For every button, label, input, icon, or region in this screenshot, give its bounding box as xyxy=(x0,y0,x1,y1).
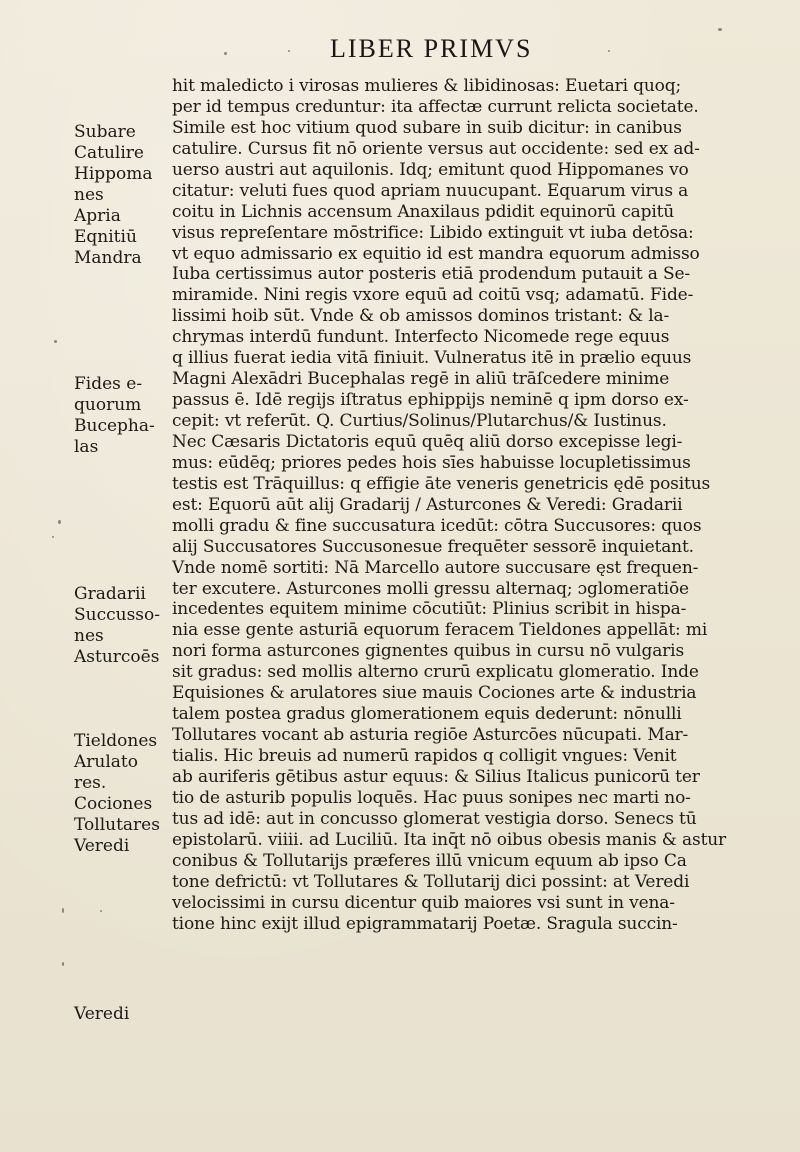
margin-note: Tieldones xyxy=(74,731,158,751)
text-line: epistolarū. viiii. ad Luciliū. Ita inq̄t nō oibus obesis manis & astur xyxy=(172,829,727,850)
text-line: chrymas interdū fundunt. Interfecto Nicomede rege equus xyxy=(172,327,670,348)
text-line: Simile est hoc vitium quod subare in suib dicitur: in canibus xyxy=(172,117,682,138)
margin-note: las xyxy=(74,437,99,457)
margin-notes xyxy=(0,0,170,1152)
text-line: Vnde nomē sortiti: Nā Marcello autore succusare ęst frequen- xyxy=(172,557,699,578)
text-line: conibus & Tollutarijs præferes illū vnicum equum ab ipso Ca xyxy=(172,850,687,871)
text-line: tone defrictū: vt Tollutares & Tollutarij dici possint: at Veredi xyxy=(172,871,690,892)
margin-note: Veredi xyxy=(74,836,130,856)
margin-note: Gradarii xyxy=(74,584,146,604)
margin-note: Hippoma xyxy=(74,164,153,184)
text-line: Magni Alexādri Bucephalas regē in aliū trāſcedere minime xyxy=(172,369,670,390)
margin-note: quorum xyxy=(74,395,142,415)
text-line: citatur: veluti fues quod apriam nuucupant. Equarum virus a xyxy=(172,180,689,201)
text-line: visus repreſentare mōstrifice: Libido extinguit vt iuba detōsa: xyxy=(172,222,694,243)
margin-note: Tollutares xyxy=(74,815,160,835)
text-line: uerso austri aut aquilonis. Idq; emitunt quod Hippomanes vo xyxy=(172,159,689,180)
text-line: passus ē. Idē regijs iſtratus ephippijs neminē q ipm dorso ex- xyxy=(172,390,689,411)
text-line: est: Equorū aūt alij Gradarij / Asturcones & Veredi: Gradarii xyxy=(172,494,683,515)
margin-note: Bucepha- xyxy=(74,416,155,436)
margin-note: Veredi xyxy=(74,1004,130,1024)
text-line: ab auriferis gētibus astur equus: & Silius Italicus punicorū ter xyxy=(172,766,700,787)
ink-speck xyxy=(224,52,227,55)
ink-speck xyxy=(54,340,57,343)
text-line: tialis. Hic breuis ad numerū rapidos q colligit vngues: Venit xyxy=(172,746,677,766)
text-line: tus ad idē: aut in concusso glomerat vestigia dorso. Senecs tū xyxy=(172,808,697,829)
text-line: nori forma asturcones gignentes quibus in cursu nō vulgaris xyxy=(172,641,685,662)
ink-speck xyxy=(288,50,290,52)
margin-note: Fides e- xyxy=(74,374,143,394)
text-line: catulire. Cursus fit nō oriente versus aut occidente: sed ex ad- xyxy=(172,138,700,159)
margin-note: Cociones xyxy=(74,794,153,814)
text-line: testis est Trāquillus: q effigie āte veneris genetricis ędē positus xyxy=(172,473,711,494)
text-line: coitu in Lichnis accensum Anaxilaus pdidit equinorū capitū xyxy=(172,201,675,222)
text-line: cepit: vt referūt. Q. Curtius/Solinus/Plutarchus/& Iustinus. xyxy=(172,411,667,431)
text-line: molli gradu & fine succusatura icedūt: cōtra Succusores: quos xyxy=(172,515,702,536)
text-line: alij Succusatores Succusonesue frequēter sessorē inquietant. xyxy=(172,536,694,557)
text-line: Equisiones & arulatores siue mauis Cociones arte & industria xyxy=(172,683,697,704)
ink-speck xyxy=(608,50,610,52)
text-line: mus: eūdēq; priores pedes hois sīes habuisse locupletissimus xyxy=(172,452,691,473)
text-line: velocissimi in cursu dicentur quib maiores vsi sunt in vena- xyxy=(172,892,675,913)
ink-speck xyxy=(718,28,722,31)
text-line: q illius fuerat iedia vitā finiuit. Vulneratus itē in prælio equus xyxy=(172,348,692,369)
text-line: incedentes equitem minime cōcutiūt: Plinius scribit in hispa- xyxy=(172,599,687,620)
text-line: Nec Cæsaris Dictatoris equū quēq aliū dorso excepisse legi- xyxy=(172,431,683,452)
text-line: lissimi hoib sūt. Vnde & ob amissos dominos tristant: & la- xyxy=(172,306,670,327)
margin-note: Asturcoēs xyxy=(74,647,160,667)
text-line: per id tempus creduntur: ita affectæ currunt relicta societate. xyxy=(172,96,699,117)
margin-note: Eqnitiū xyxy=(74,227,137,247)
text-line: tio de asturib populis loquēs. Hac puus sonipes nec marti no- xyxy=(172,787,691,808)
text-line: sit gradus: sed mollis alterno crurū explicatu glomeratio. Inde xyxy=(172,662,699,683)
margin-note: Mandra xyxy=(74,248,142,268)
text-line: talem postea gradus glomerationem equis dederunt: nōnulli xyxy=(172,704,682,725)
margin-note: Arulato xyxy=(74,752,138,772)
main-text-block xyxy=(172,76,792,934)
running-head: LIBER PRIMVS xyxy=(330,34,533,63)
margin-note: nes xyxy=(74,626,104,646)
margin-note: Succusso- xyxy=(74,605,161,625)
margin-note: Subare xyxy=(74,122,136,142)
ink-speck xyxy=(58,520,61,524)
text-line: Tollutares vocant ab asturia regiōe Asturcōes nūcupati. Mar- xyxy=(172,725,689,746)
text-line: Iuba certissimus autor posteris etiā prodendum putauit a Se- xyxy=(172,264,691,285)
text-line: hit maledicto i virosas mulieres & libidinosas: Euetari quoq; xyxy=(172,76,682,96)
margin-note: Apria xyxy=(74,206,121,226)
ink-speck xyxy=(62,962,64,966)
margin-note: nes xyxy=(74,185,104,205)
text-line: ter excutere. Asturcones molli gressu alternaq; ɔglomeratiōe xyxy=(172,578,689,599)
ink-speck xyxy=(100,910,102,912)
margin-note: Catulire xyxy=(74,143,144,163)
text-line: vt equo admissario ex equitio id est mandra equorum admisso xyxy=(172,243,700,264)
text-line: tione hinc exijt illud epigrammatarij Poetæ. Sragula succin- xyxy=(172,913,678,934)
margin-note: res. xyxy=(74,773,107,793)
text-line: nia esse gente asturiā equorum feracem Tieldones appellāt: mi xyxy=(172,620,708,641)
ink-speck xyxy=(52,536,54,538)
text-line: miramide. Nini regis vxore equū ad coitū vsq; adamatū. Fide- xyxy=(172,285,694,306)
ink-speck xyxy=(62,908,64,913)
